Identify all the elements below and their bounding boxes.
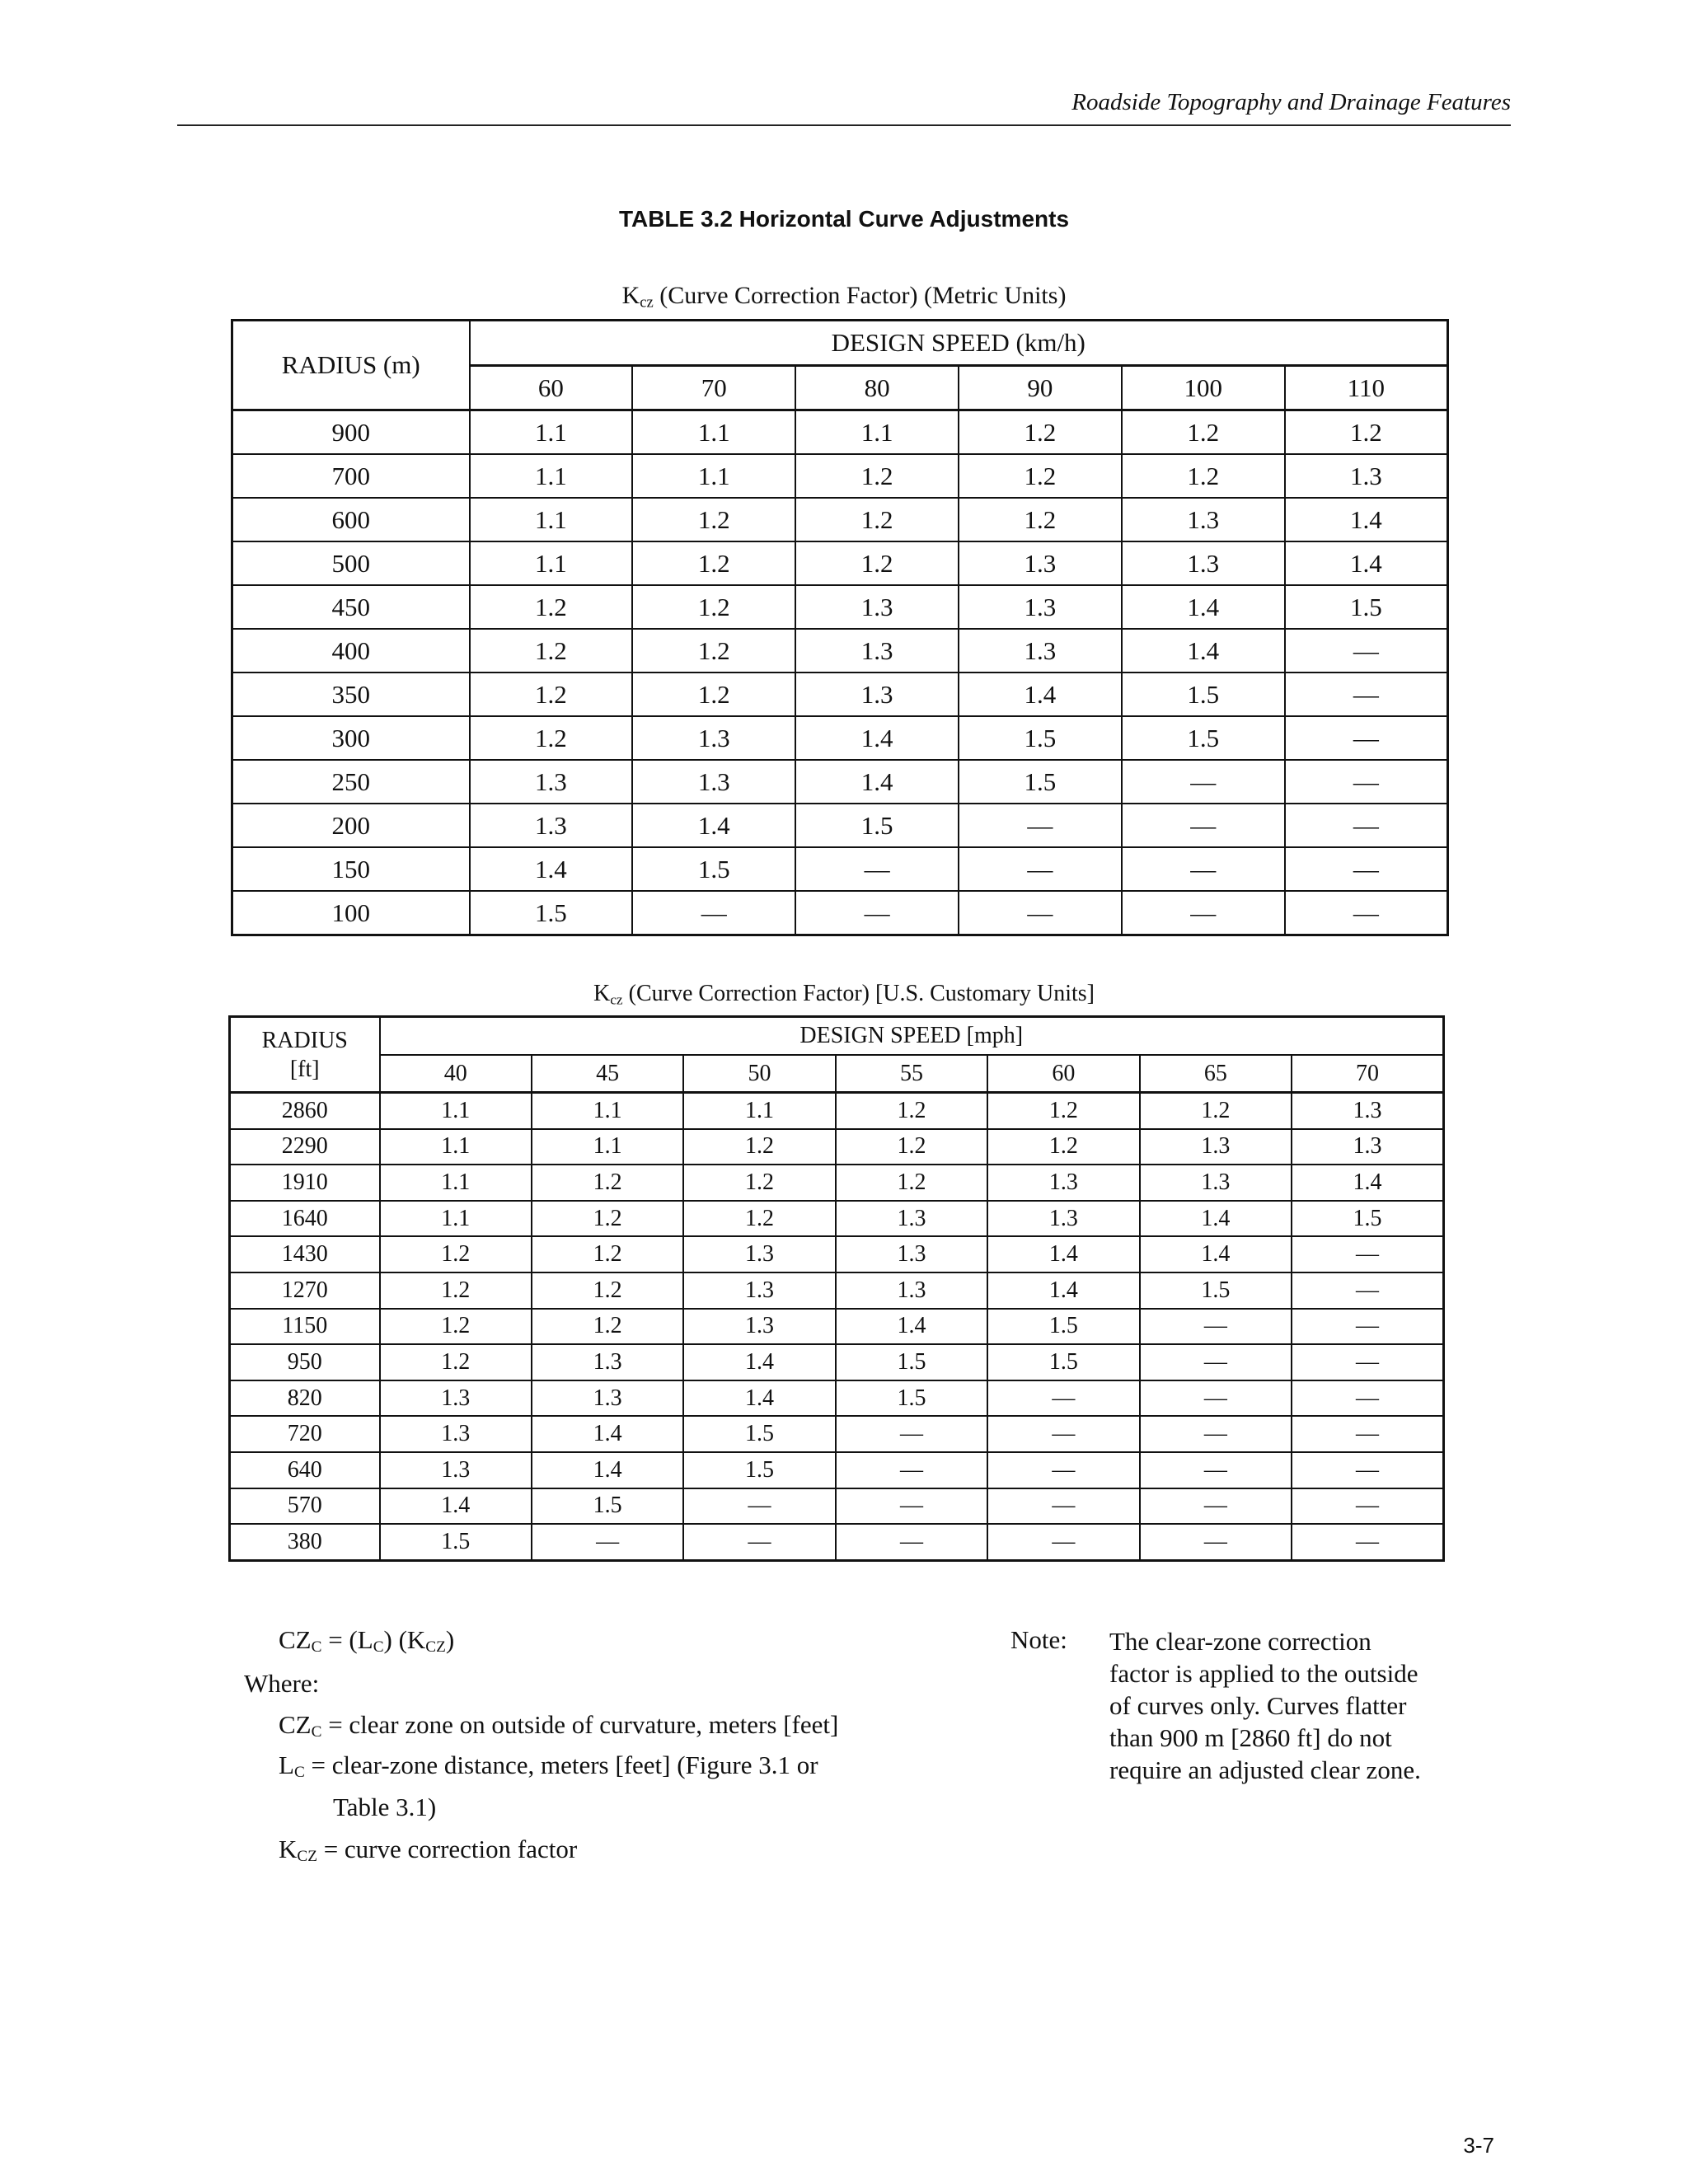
kcz-value-cell: — xyxy=(1292,1416,1443,1452)
kcz-value-cell: — xyxy=(1140,1380,1292,1417)
kcz-value-cell: 1.2 xyxy=(632,629,795,673)
kcz-value-cell: 1.2 xyxy=(836,1129,987,1165)
radius-cell: 250 xyxy=(232,760,470,804)
kcz-value-cell: 1.2 xyxy=(795,498,959,541)
speed-header-cell: 45 xyxy=(532,1055,683,1093)
radius-header: RADIUS (m) xyxy=(232,321,470,410)
kcz-value-cell: 1.2 xyxy=(795,454,959,498)
symbol-cz: CZ xyxy=(279,1710,312,1739)
kcz-value-cell: 1.1 xyxy=(795,410,959,455)
page-number: 3-7 xyxy=(1463,2133,1494,2158)
kcz-value-cell: 1.4 xyxy=(1140,1236,1292,1272)
speed-header-cell: 100 xyxy=(1122,366,1285,410)
kcz-value-cell: 1.3 xyxy=(683,1309,835,1345)
where-label: Where: xyxy=(244,1669,320,1698)
kcz-value-cell: 1.2 xyxy=(1122,410,1285,455)
kcz-value-cell: 1.3 xyxy=(1285,454,1448,498)
kcz-value-cell: 1.1 xyxy=(532,1093,683,1129)
kcz-value-cell: 1.3 xyxy=(959,541,1122,585)
kcz-value-cell: 1.3 xyxy=(1292,1093,1443,1129)
kcz-value-cell: 1.2 xyxy=(683,1129,835,1165)
design-speed-header: DESIGN SPEED (km/h) xyxy=(470,321,1448,366)
kcz-value-cell: 1.2 xyxy=(987,1129,1139,1165)
kcz-value-cell: 1.2 xyxy=(632,585,795,629)
kcz-value-cell: 1.5 xyxy=(959,716,1122,760)
table-row xyxy=(230,1236,1444,1272)
radius-cell: 2860 xyxy=(230,1093,380,1129)
cz-definition xyxy=(279,1710,838,1741)
table-row xyxy=(232,454,1448,498)
kcz-value-cell: 1.2 xyxy=(532,1165,683,1201)
sub-cz: CZ xyxy=(297,1847,317,1865)
kcz-value-cell: 1.5 xyxy=(532,1488,683,1525)
kcz-value-cell: 1.3 xyxy=(683,1236,835,1272)
kcz-value-cell: 1.1 xyxy=(632,410,795,455)
kcz-value-cell: 1.2 xyxy=(470,673,633,716)
kcz-value-cell: 1.4 xyxy=(987,1272,1139,1309)
caption-sub: cz xyxy=(640,293,654,312)
kcz-value-cell: — xyxy=(1285,629,1448,673)
table-row xyxy=(232,498,1448,541)
kcz-value-cell: — xyxy=(959,847,1122,891)
kcz-value-cell: 1.3 xyxy=(632,760,795,804)
radius-cell: 100 xyxy=(232,891,470,935)
radius-cell: 1640 xyxy=(230,1201,380,1237)
radius-cell: 500 xyxy=(232,541,470,585)
kcz-value-cell: — xyxy=(1140,1488,1292,1525)
speed-row xyxy=(230,1055,1444,1093)
kcz-value-cell: — xyxy=(987,1416,1139,1452)
kcz-value-cell: 1.4 xyxy=(470,847,633,891)
table-row xyxy=(230,1272,1444,1309)
kcz-value-cell: — xyxy=(836,1416,987,1452)
kcz-value-cell: — xyxy=(987,1452,1139,1488)
kcz-value-cell: 1.2 xyxy=(1140,1093,1292,1129)
table-row xyxy=(232,541,1448,585)
kcz-value-cell: 1.3 xyxy=(1122,541,1285,585)
radius-cell: 380 xyxy=(230,1524,380,1560)
kcz-value-cell: — xyxy=(1140,1452,1292,1488)
kcz-value-cell: 1.3 xyxy=(959,629,1122,673)
table-row xyxy=(230,1129,1444,1165)
radius-header xyxy=(230,1017,380,1093)
kcz-value-cell: — xyxy=(1122,804,1285,847)
kcz-value-cell: 1.2 xyxy=(532,1236,683,1272)
kcz-value-cell: 1.5 xyxy=(632,847,795,891)
kcz-value-cell: 1.4 xyxy=(959,673,1122,716)
speed-header-cell: 60 xyxy=(987,1055,1139,1093)
kcz-value-cell: — xyxy=(959,891,1122,935)
kcz-value-cell: 1.4 xyxy=(632,804,795,847)
radius-cell: 820 xyxy=(230,1380,380,1417)
sub-cz: CZ xyxy=(425,1638,446,1656)
caption-sub: cz xyxy=(610,991,623,1008)
kcz-value-cell: 1.3 xyxy=(470,760,633,804)
table-row xyxy=(232,760,1448,804)
kcz-value-cell: 1.2 xyxy=(683,1201,835,1237)
kcz-value-cell: — xyxy=(1285,847,1448,891)
kcz-value-cell: 1.3 xyxy=(380,1380,532,1417)
kcz-value-cell: 1.5 xyxy=(836,1380,987,1417)
table-row xyxy=(232,629,1448,673)
kcz-value-cell: 1.2 xyxy=(959,498,1122,541)
kcz-value-cell: 1.4 xyxy=(532,1416,683,1452)
kcz-value-cell: — xyxy=(1122,891,1285,935)
kcz-value-cell: 1.5 xyxy=(795,804,959,847)
table-row xyxy=(232,804,1448,847)
kcz-value-cell: 1.2 xyxy=(532,1201,683,1237)
kcz-value-cell: 1.2 xyxy=(380,1236,532,1272)
kcz-value-cell: 1.2 xyxy=(836,1093,987,1129)
kcz-value-cell: 1.2 xyxy=(683,1165,835,1201)
running-head: Roadside Topography and Drainage Features xyxy=(1071,89,1511,115)
radius-cell: 150 xyxy=(232,847,470,891)
kcz-value-cell: 1.5 xyxy=(683,1416,835,1452)
radius-cell: 350 xyxy=(232,673,470,716)
table-row xyxy=(230,1165,1444,1201)
kcz-value-cell: 1.4 xyxy=(532,1452,683,1488)
speed-header-cell: 110 xyxy=(1285,366,1448,410)
radius-cell: 1150 xyxy=(230,1309,380,1345)
kcz-value-cell: 1.4 xyxy=(795,760,959,804)
radius-cell: 2290 xyxy=(230,1129,380,1165)
symbol-l: L xyxy=(279,1750,294,1779)
kcz-value-cell: 1.5 xyxy=(1122,673,1285,716)
kcz-value-cell: 1.4 xyxy=(380,1488,532,1525)
kcz-value-cell: 1.4 xyxy=(1285,498,1448,541)
kcz-value-cell: — xyxy=(987,1380,1139,1417)
kcz-value-cell: 1.1 xyxy=(470,454,633,498)
kcz-value-cell: — xyxy=(1292,1236,1443,1272)
kcz-value-cell: 1.2 xyxy=(632,498,795,541)
kcz-value-cell: — xyxy=(959,804,1122,847)
radius-cell: 1270 xyxy=(230,1272,380,1309)
speed-header-cell: 70 xyxy=(632,366,795,410)
kcz-value-cell: 1.2 xyxy=(380,1272,532,1309)
caption-text: (Curve Correction Factor) [U.S. Customary Units] xyxy=(622,981,1095,1006)
speed-header-cell: 90 xyxy=(959,366,1122,410)
radius-cell: 400 xyxy=(232,629,470,673)
caption-k: K xyxy=(593,981,611,1006)
table-row xyxy=(232,891,1448,935)
table-row xyxy=(230,1309,1444,1345)
kcz-value-cell: 1.4 xyxy=(683,1380,835,1417)
kcz-value-cell: 1.3 xyxy=(836,1272,987,1309)
kcz-value-cell: 1.4 xyxy=(1122,629,1285,673)
kcz-value-cell: — xyxy=(1285,760,1448,804)
table-row xyxy=(232,410,1448,455)
equals-lc: = (L xyxy=(321,1625,373,1654)
kcz-value-cell: 1.3 xyxy=(795,585,959,629)
sub-c: C xyxy=(311,1638,322,1656)
speed-header-cell: 40 xyxy=(380,1055,532,1093)
kcz-value-cell: 1.5 xyxy=(470,891,633,935)
kcz-value-cell: 1.3 xyxy=(532,1380,683,1417)
paren-close: ) xyxy=(445,1625,455,1654)
kcz-value-cell: 1.1 xyxy=(380,1093,532,1129)
kcz-value-cell: — xyxy=(683,1488,835,1525)
speed-header-cell: 80 xyxy=(795,366,959,410)
kcz-definition-text: = curve correction factor xyxy=(316,1835,578,1863)
kcz-value-cell: 1.1 xyxy=(380,1201,532,1237)
sub-c: C xyxy=(373,1638,384,1656)
us-kcz-table xyxy=(228,1015,1445,1562)
table-row xyxy=(232,847,1448,891)
kcz-value-cell: 1.3 xyxy=(795,629,959,673)
kcz-value-cell: 1.4 xyxy=(987,1236,1139,1272)
radius-cell: 600 xyxy=(232,498,470,541)
kcz-value-cell: — xyxy=(1292,1272,1443,1309)
kcz-value-cell: 1.1 xyxy=(470,410,633,455)
kcz-value-cell: 1.1 xyxy=(470,541,633,585)
lc-definition xyxy=(279,1750,818,1782)
kcz-value-cell: — xyxy=(1140,1524,1292,1560)
kcz-value-cell: 1.3 xyxy=(836,1201,987,1237)
kcz-value-cell: 1.5 xyxy=(836,1344,987,1380)
kcz-value-cell: 1.2 xyxy=(959,410,1122,455)
metric-table-body xyxy=(232,410,1448,935)
kcz-value-cell: 1.2 xyxy=(380,1344,532,1380)
table-row xyxy=(232,585,1448,629)
kcz-value-cell: 1.1 xyxy=(380,1165,532,1201)
kcz-value-cell: — xyxy=(1292,1488,1443,1525)
us-table-body xyxy=(230,1093,1444,1561)
kcz-value-cell: 1.2 xyxy=(470,716,633,760)
speed-header-cell: 70 xyxy=(1292,1055,1443,1093)
kcz-value-cell: — xyxy=(836,1488,987,1525)
kcz-value-cell: 1.5 xyxy=(1292,1201,1443,1237)
kcz-value-cell: 1.2 xyxy=(795,541,959,585)
speed-header-cell: 50 xyxy=(683,1055,835,1093)
kcz-value-cell: 1.2 xyxy=(470,629,633,673)
kcz-value-cell: 1.4 xyxy=(683,1344,835,1380)
note-text: The clear-zone correction factor is applied to the outside of curves only. Curves flatter than 900 m [2860 ft] do not require an adjusted clear zone. xyxy=(1109,1627,1421,1784)
kcz-value-cell: — xyxy=(1292,1452,1443,1488)
radius-cell: 720 xyxy=(230,1416,380,1452)
kcz-value-cell: — xyxy=(836,1524,987,1560)
kcz-value-cell: 1.3 xyxy=(987,1201,1139,1237)
kcz-value-cell: — xyxy=(1140,1416,1292,1452)
symbol-k: K xyxy=(279,1835,298,1863)
table-row xyxy=(230,1524,1444,1560)
kcz-value-cell: 1.3 xyxy=(470,804,633,847)
kcz-value-cell: — xyxy=(1285,804,1448,847)
kcz-value-cell: 1.5 xyxy=(987,1309,1139,1345)
kcz-value-cell: 1.3 xyxy=(683,1272,835,1309)
paren-kcz: ) (K xyxy=(383,1625,426,1654)
radius-label: RADIUS xyxy=(261,1027,348,1053)
kcz-value-cell: 1.4 xyxy=(1292,1165,1443,1201)
kcz-value-cell: 1.2 xyxy=(632,541,795,585)
kcz-value-cell: — xyxy=(1285,716,1448,760)
speed-header-cell: 60 xyxy=(470,366,633,410)
caption-k: K xyxy=(621,282,640,309)
kcz-definition xyxy=(279,1835,577,1866)
sub-c: C xyxy=(293,1763,305,1781)
radius-cell: 950 xyxy=(230,1344,380,1380)
kcz-value-cell: 1.3 xyxy=(1122,498,1285,541)
kcz-value-cell: 1.4 xyxy=(836,1309,987,1345)
kcz-value-cell: 1.2 xyxy=(987,1093,1139,1129)
kcz-value-cell: 1.1 xyxy=(632,454,795,498)
kcz-value-cell: — xyxy=(532,1524,683,1560)
kcz-value-cell: — xyxy=(1140,1344,1292,1380)
header-rule xyxy=(177,124,1511,126)
kcz-value-cell: — xyxy=(1292,1380,1443,1417)
radius-cell: 300 xyxy=(232,716,470,760)
table-row xyxy=(230,1488,1444,1525)
metric-table-caption xyxy=(0,282,1688,312)
us-table-caption xyxy=(0,981,1688,1008)
kcz-value-cell: 1.1 xyxy=(380,1129,532,1165)
kcz-value-cell: 1.1 xyxy=(532,1129,683,1165)
kcz-value-cell: 1.2 xyxy=(532,1309,683,1345)
design-speed-header: DESIGN SPEED [mph] xyxy=(380,1017,1444,1056)
kcz-value-cell: 1.3 xyxy=(987,1165,1139,1201)
kcz-value-cell: 1.5 xyxy=(987,1344,1139,1380)
kcz-value-cell: — xyxy=(1292,1524,1443,1560)
metric-kcz-table xyxy=(231,319,1449,936)
symbol-cz: CZ xyxy=(279,1625,312,1654)
kcz-value-cell: — xyxy=(632,891,795,935)
kcz-value-cell: 1.5 xyxy=(380,1524,532,1560)
kcz-value-cell: 1.5 xyxy=(959,760,1122,804)
kcz-value-cell: 1.3 xyxy=(380,1452,532,1488)
kcz-value-cell: 1.3 xyxy=(632,716,795,760)
kcz-value-cell: 1.5 xyxy=(1285,585,1448,629)
kcz-value-cell: 1.4 xyxy=(1140,1201,1292,1237)
kcz-value-cell: 1.2 xyxy=(470,585,633,629)
kcz-value-cell: — xyxy=(987,1524,1139,1560)
table-row xyxy=(232,716,1448,760)
kcz-value-cell: 1.4 xyxy=(795,716,959,760)
table-title: TABLE 3.2 Horizontal Curve Adjustments xyxy=(618,206,1070,232)
kcz-value-cell: — xyxy=(795,847,959,891)
kcz-value-cell: 1.3 xyxy=(795,673,959,716)
radius-cell: 700 xyxy=(232,454,470,498)
table-row xyxy=(230,1416,1444,1452)
kcz-value-cell: 1.2 xyxy=(1122,454,1285,498)
sub-c: C xyxy=(311,1722,322,1741)
kcz-value-cell: — xyxy=(1140,1309,1292,1345)
kcz-value-cell: 1.5 xyxy=(1140,1272,1292,1309)
lc-definition-continued: Table 3.1) xyxy=(333,1793,437,1821)
kcz-value-cell: 1.2 xyxy=(836,1165,987,1201)
kcz-value-cell: 1.3 xyxy=(1292,1129,1443,1165)
table-row xyxy=(230,1093,1444,1129)
kcz-value-cell: 1.4 xyxy=(1285,541,1448,585)
radius-cell: 640 xyxy=(230,1452,380,1488)
kcz-value-cell: 1.1 xyxy=(470,498,633,541)
kcz-value-cell: — xyxy=(1122,847,1285,891)
kcz-value-cell: 1.4 xyxy=(1122,585,1285,629)
speed-header-cell: 55 xyxy=(836,1055,987,1093)
note-label: Note: xyxy=(1010,1625,1067,1654)
caption-text: (Curve Correction Factor) (Metric Units) xyxy=(653,282,1067,309)
kcz-value-cell: — xyxy=(795,891,959,935)
lc-definition-text: = clear-zone distance, meters [feet] (Figure 3.1 or xyxy=(304,1750,818,1779)
radius-cell: 450 xyxy=(232,585,470,629)
radius-cell: 900 xyxy=(232,410,470,455)
kcz-value-cell: 1.2 xyxy=(532,1272,683,1309)
radius-unit: [ft] xyxy=(289,1056,320,1082)
speed-header-cell: 65 xyxy=(1140,1055,1292,1093)
kcz-value-cell: 1.5 xyxy=(683,1452,835,1488)
kcz-value-cell: — xyxy=(836,1452,987,1488)
kcz-value-cell: 1.2 xyxy=(959,454,1122,498)
kcz-value-cell: — xyxy=(1292,1309,1443,1345)
radius-cell: 1910 xyxy=(230,1165,380,1201)
kcz-value-cell: 1.3 xyxy=(959,585,1122,629)
kcz-value-cell: 1.3 xyxy=(532,1344,683,1380)
formula-main xyxy=(279,1625,454,1657)
kcz-value-cell: 1.2 xyxy=(380,1309,532,1345)
kcz-value-cell: 1.3 xyxy=(380,1416,532,1452)
kcz-value-cell: — xyxy=(683,1524,835,1560)
kcz-value-cell: — xyxy=(1122,760,1285,804)
kcz-value-cell: 1.3 xyxy=(1140,1129,1292,1165)
radius-cell: 1430 xyxy=(230,1236,380,1272)
kcz-value-cell: — xyxy=(987,1488,1139,1525)
radius-cell: 200 xyxy=(232,804,470,847)
kcz-value-cell: — xyxy=(1285,673,1448,716)
kcz-value-cell: 1.2 xyxy=(1285,410,1448,455)
kcz-value-cell: 1.2 xyxy=(632,673,795,716)
table-row xyxy=(232,673,1448,716)
table-row xyxy=(230,1452,1444,1488)
kcz-value-cell: 1.1 xyxy=(683,1093,835,1129)
radius-cell: 570 xyxy=(230,1488,380,1525)
table-row xyxy=(230,1380,1444,1417)
kcz-value-cell: 1.5 xyxy=(1122,716,1285,760)
kcz-value-cell: 1.3 xyxy=(836,1236,987,1272)
kcz-value-cell: — xyxy=(1292,1344,1443,1380)
table-row xyxy=(230,1344,1444,1380)
kcz-value-cell: 1.3 xyxy=(1140,1165,1292,1201)
kcz-value-cell: — xyxy=(1285,891,1448,935)
table-row xyxy=(230,1201,1444,1237)
cz-definition-text: = clear zone on outside of curvature, meters [feet] xyxy=(321,1710,839,1739)
